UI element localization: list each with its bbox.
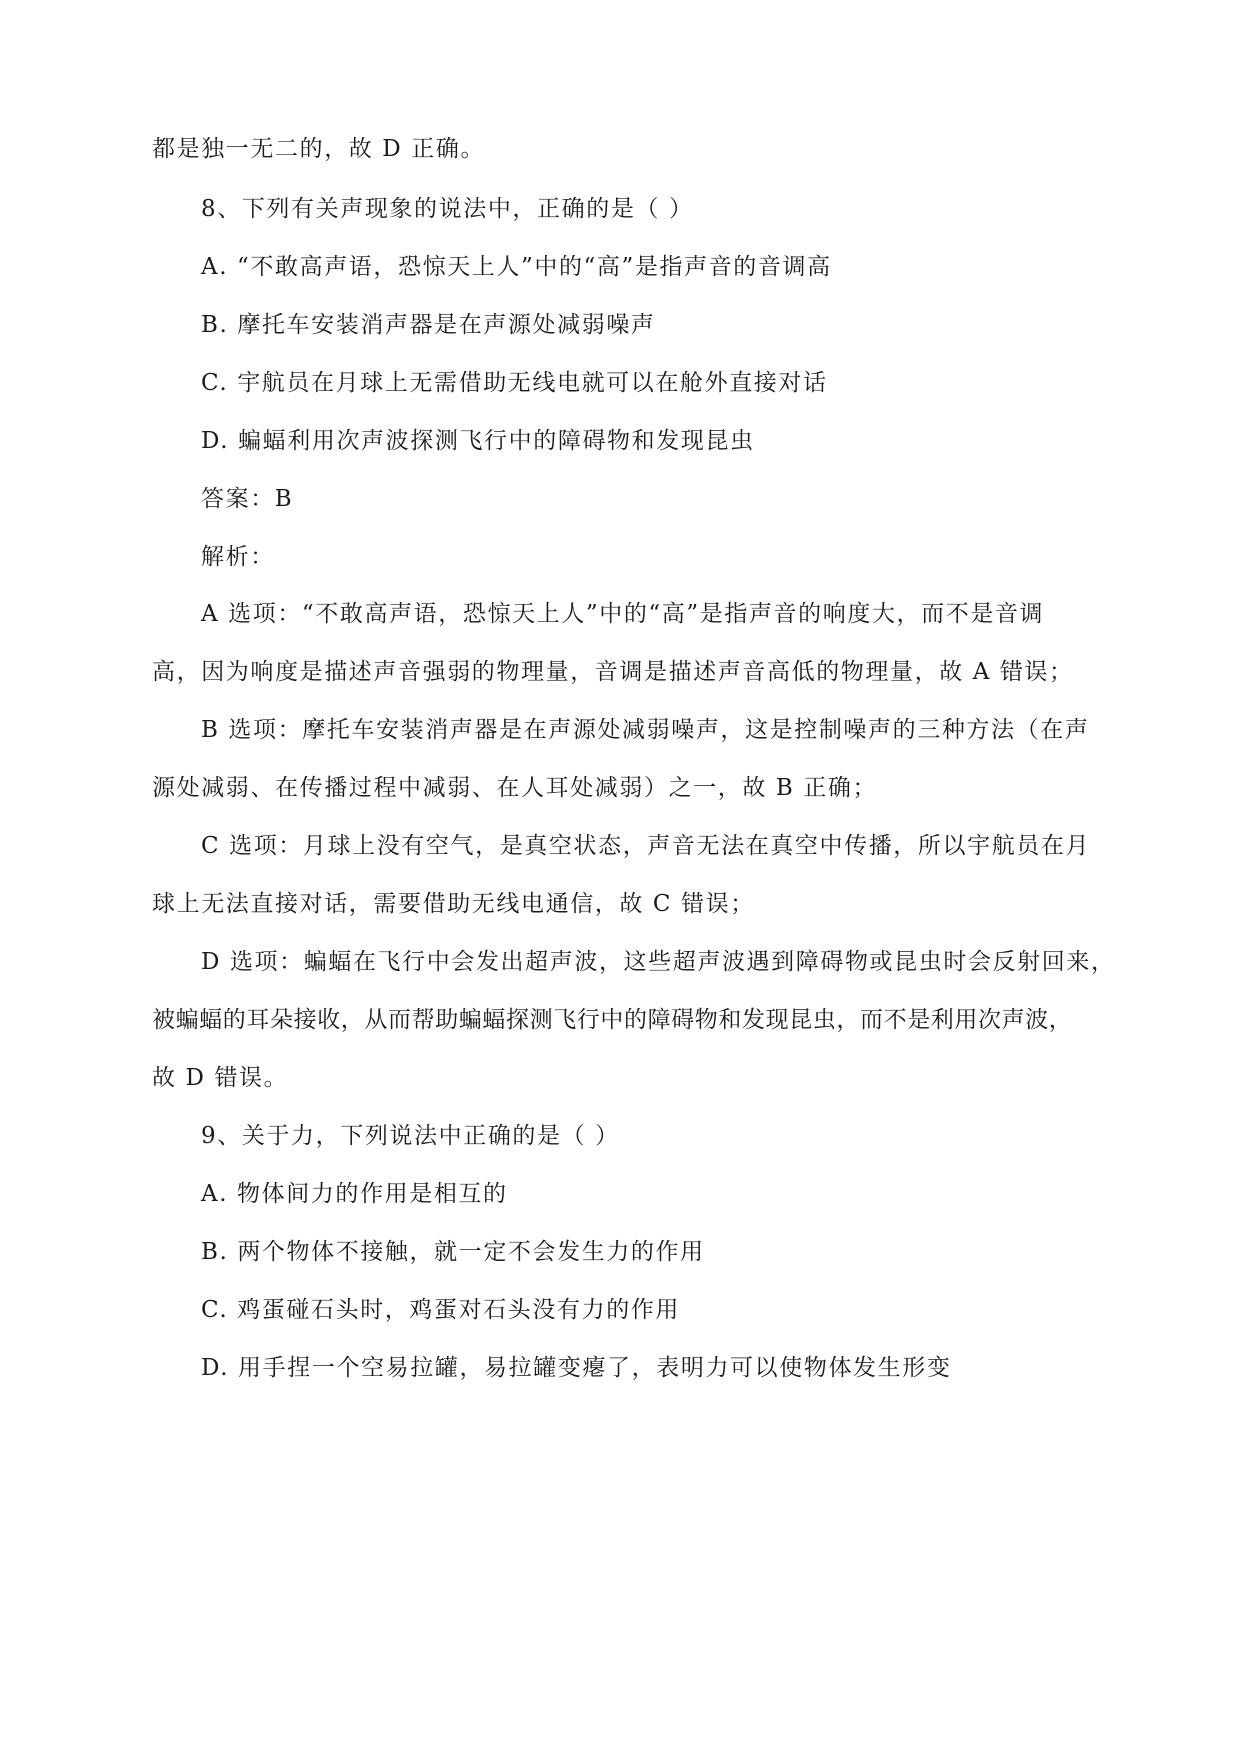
question-8-option-c: C. 宇航员在月球上无需借助无线电就可以在舱外直接对话 xyxy=(201,370,828,396)
question-8-option-d: D. 蝙蝠利用次声波探测飞行中的障碍物和发现昆虫 xyxy=(201,428,755,454)
question-9-option-d: D. 用手捏一个空易拉罐，易拉罐变瘪了，表明力可以使物体发生形变 xyxy=(201,1355,952,1381)
analysis-line: B 选项：摩托车安装消声器是在声源处减弱噪声，这是控制噪声的三种方法（在声 xyxy=(201,717,1090,743)
analysis-line: 被蝙蝠的耳朵接收，从而帮助蝙蝠探测飞行中的障碍物和发现昆虫，而不是利用次声波， xyxy=(152,1007,1073,1033)
question-9-option-b: B. 两个物体不接触，就一定不会发生力的作用 xyxy=(201,1239,705,1265)
question-9-option-a: A. 物体间力的作用是相互的 xyxy=(201,1181,508,1207)
previous-explanation-tail: 都是独一无二的，故 D 正确。 xyxy=(152,136,486,162)
analysis-line: 源处减弱、在传播过程中减弱、在人耳处减弱）之一，故 B 正确； xyxy=(152,775,878,801)
question-8-stem: 8、下列有关声现象的说法中，正确的是（ ） xyxy=(201,196,694,222)
analysis-line: 球上无法直接对话，需要借助无线电通信，故 C 错误； xyxy=(152,891,755,917)
question-8-answer: 答案：B xyxy=(201,486,294,512)
question-8-option-a: A. “不敢高声语，恐惊天上人”中的“高”是指声音的音调高 xyxy=(201,254,832,280)
analysis-line: C 选项：月球上没有空气，是真空状态，声音无法在真空中传播，所以宇航员在月 xyxy=(201,833,1091,859)
analysis-line: A 选项：“不敢高声语，恐惊天上人”中的“高”是指声音的响度大，而不是音调 xyxy=(201,601,1045,627)
question-8-option-b: B. 摩托车安装消声器是在声源处减弱噪声 xyxy=(201,312,656,338)
question-9-option-c: C. 鸡蛋碰石头时，鸡蛋对石头没有力的作用 xyxy=(201,1297,681,1323)
analysis-line: D 选项：蝙蝠在飞行中会发出超声波，这些超声波遇到障碍物或昆虫时会反射回来， xyxy=(201,949,1116,975)
question-8-analysis-label: 解析： xyxy=(201,544,275,570)
question-9-stem: 9、关于力，下列说法中正确的是（ ） xyxy=(201,1123,620,1149)
analysis-line: 故 D 错误。 xyxy=(152,1065,289,1091)
analysis-line: 高，因为响度是描述声音强弱的物理量，音调是描述声音高低的物理量，故 A 错误； xyxy=(152,659,1074,685)
